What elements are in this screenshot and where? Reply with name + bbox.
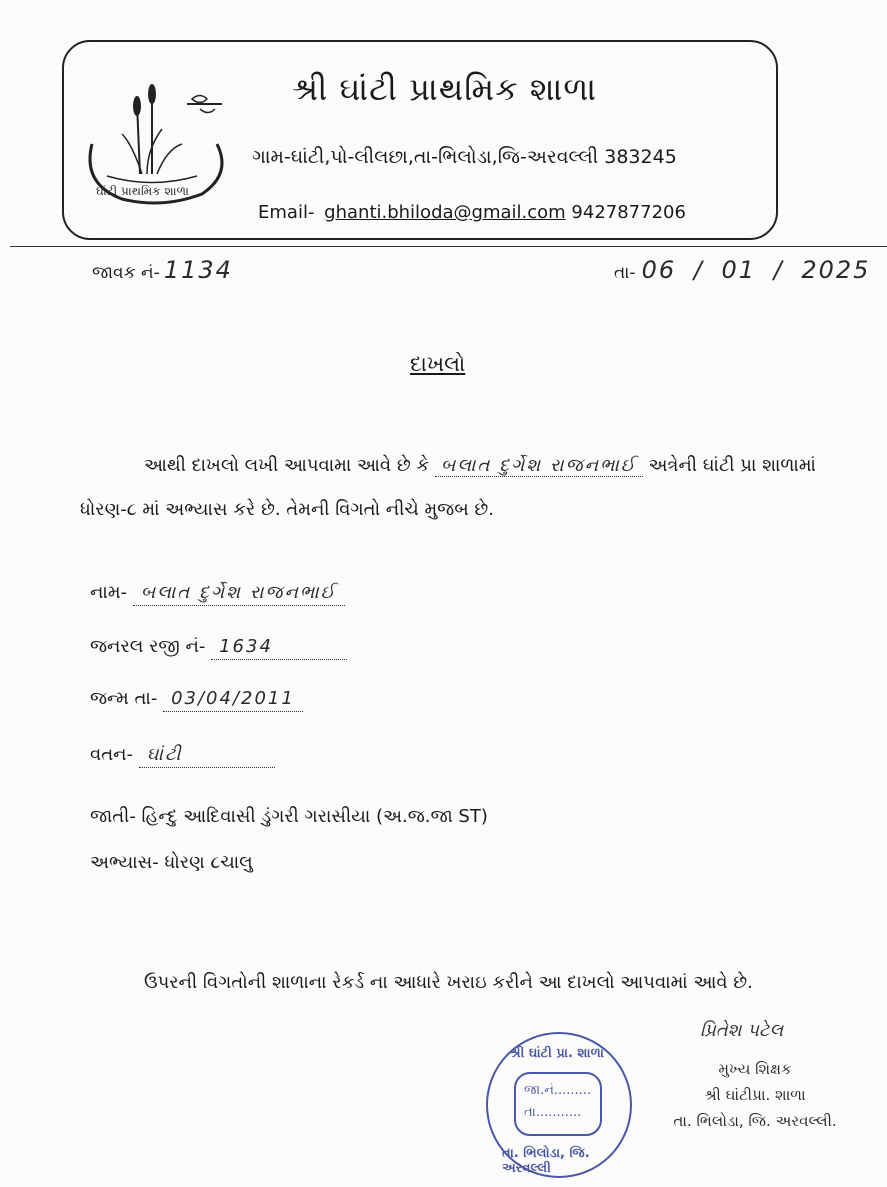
study-line: અભ્યાસ- ધોરણ ૮ચાલુ	[90, 852, 253, 873]
intro-student-name: બલાત દુર્ગેશ રાજનભાઈ	[435, 455, 643, 477]
header-divider	[10, 246, 887, 247]
outward-label: જાવક નં-	[92, 263, 160, 283]
school-stamp	[486, 1032, 632, 1178]
native-place-label: વતન-	[90, 744, 134, 765]
document-title: દાખલો	[410, 352, 466, 376]
email-label: Email-	[258, 202, 315, 223]
issue-date	[614, 256, 870, 284]
letterhead	[62, 40, 778, 240]
name-field	[90, 582, 345, 606]
intro-paragraph	[80, 444, 860, 532]
native-place-value: ઘાંટી	[139, 744, 275, 768]
stamp-bottom-text: તા. ભિલોડા, જિ. અરવલ્લી	[502, 1146, 590, 1176]
native-place-field	[90, 744, 275, 768]
signatory-role: મુખ્ય શિક્ષક	[718, 1060, 792, 1078]
phone-number: 9427877206	[571, 202, 686, 223]
caste-line: જાતી- હિન્દુ આદિવાસી ડુંગરી ગરાસીયા (અ.જ.જા ST)	[90, 806, 488, 827]
signatory-place: તા. ભિલોડા, જિ. અરવલ્લી.	[673, 1112, 837, 1130]
date-label: તા-	[614, 263, 636, 283]
birthdate-label: જન્મ તા-	[90, 688, 158, 709]
stamp-inner-line-1: જા.નં.........	[524, 1083, 592, 1098]
stamp-inner-line-2: તા...........	[524, 1105, 582, 1120]
intro-prefix: આથી દાખલો લખી આપવામા આવે છે કે	[144, 455, 430, 476]
signature-block	[650, 1056, 860, 1134]
signature-scribble: પ્રિતેશ પટેલ	[700, 1020, 784, 1041]
signatory-school: શ્રી ઘાંટીપ્રા. શાળા	[704, 1086, 806, 1104]
stamp-top-text: શ્રી ઘાંટી પ્રા. શાળા	[510, 1046, 604, 1061]
register-number-field	[90, 636, 347, 660]
contact-line	[258, 202, 686, 223]
birthdate-field	[90, 688, 303, 712]
logo-caption: ઘાંટી પ્રાથમિક શાળા	[96, 184, 189, 198]
date-value: 06 / 01 / 2025	[641, 256, 871, 284]
school-logo	[82, 64, 232, 224]
school-address: ગામ-ઘાંટી,પો-લીલછા,તા-ભિલોડા,જિ-અરવલ્લી 383245	[252, 146, 677, 168]
name-value: બલાત દુર્ગેશ રાજનભાઈ	[133, 582, 345, 606]
name-label: નામ-	[90, 582, 128, 603]
stamp-inner-box	[514, 1072, 602, 1136]
school-name: શ્રી ઘાંટી પ્રાથમિક શાળા	[292, 70, 598, 108]
outward-number	[92, 256, 233, 284]
closing-text: ઉપરની વિગતોની શાળાના રેકર્ડ ના આધારે ખરાઇ કરીને આ દાખલો આપવામાં આવે છે.	[144, 972, 753, 993]
intro-suffix: અત્રેની ઘાંટી પ્રા શાળામાં ધોરણ-૮ માં અભ્યાસ કરે છે. તેમની વિગતો નીચે મુજબ છે.	[80, 455, 816, 520]
closing-paragraph	[80, 966, 800, 1000]
register-label: જનરલ રજી નં-	[90, 636, 206, 657]
email-link[interactable]: ghanti.bhiloda@gmail.com	[324, 202, 566, 223]
register-value: 1634	[211, 636, 347, 660]
birthdate-value: 03/04/2011	[163, 688, 303, 712]
outward-value: 1134	[163, 256, 233, 284]
